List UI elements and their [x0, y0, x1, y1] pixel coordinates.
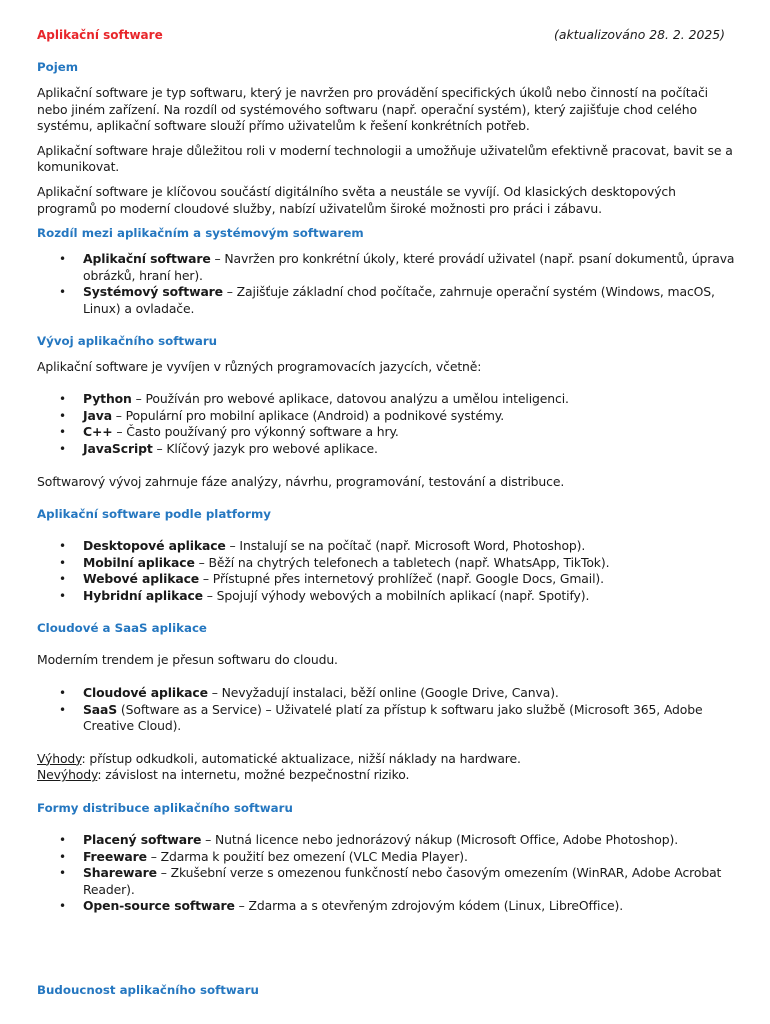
list-item-term: SaaS	[83, 701, 118, 717]
bullet-icon: •	[59, 555, 66, 570]
list-item-text: – Zkušební verze s omezenou funkčností nebo časovým omezením (WinRAR, Adobe Acrobat Reader).	[83, 865, 722, 897]
paragraph: Moderním trendem je přesun softwaru do cloudu.	[37, 652, 338, 668]
bullet-icon: •	[59, 849, 66, 864]
list-item-term: Hybridní aplikace	[83, 587, 203, 603]
bullet-icon: •	[59, 441, 66, 456]
list-item-text: – Zajišťuje základní chod počítače, zahrnuje operační systém (Windows, macOS, Linux) a ovladače.	[83, 284, 715, 316]
list-item	[37, 284, 737, 317]
bullet-icon: •	[59, 588, 66, 603]
list-item	[37, 424, 737, 441]
list-item	[37, 702, 737, 735]
list-item-term: Mobilní aplikace	[83, 554, 195, 570]
list-item-text: – Instalují se na počítač (např. Microsoft Word, Photoshop).	[225, 538, 586, 554]
list-item	[37, 555, 737, 572]
bullet-icon: •	[59, 392, 66, 407]
list-item	[37, 849, 737, 866]
section-heading-platformy: Aplikační software podle platformy	[37, 507, 271, 522]
bullet-icon: •	[59, 702, 66, 717]
section-heading-pojem: Pojem	[37, 60, 79, 74]
list-item-text: – Běží na chytrých telefonech a tabletech (např. WhatsApp, TikTok).	[194, 554, 610, 570]
list-vyvoj	[37, 391, 737, 457]
list-item	[37, 408, 737, 425]
paragraph: Aplikační software je klíčovou součástí digitálního světa a neustále se vyvíjí. Od klasických desktopových programů po moderní cloudové služby, nabízí uživatelům široké možnosti pro práci i zábavu.	[37, 183, 676, 216]
list-item-term: Python	[83, 391, 132, 407]
section-heading-rozdil: Rozdíl mezi aplikačním a systémovým softwarem	[37, 226, 364, 241]
list-item-term: Systémový software	[83, 284, 223, 300]
list-item-term: Java	[83, 407, 112, 423]
paragraph: Aplikační software hraje důležitou roli v moderní technologii a umožňuje uživatelům efektivně pracovat, bavit se a komunikovat.	[37, 142, 733, 175]
list-item-text: – Nevyžadují instalaci, běží online (Google Drive, Canva).	[207, 685, 559, 701]
paragraph: Aplikační software je vyvíjen v různých programovacích jazycích, včetně:	[37, 358, 482, 374]
section-heading-distribuce: Formy distribuce aplikačního softwaru	[37, 801, 293, 816]
pros-line	[37, 751, 737, 768]
list-item	[37, 251, 737, 284]
list-item-text: – Navržen pro konkrétní úkoly, které provádí uživatel (např. psaní dokumentů, úprava obrázků, hraní her).	[83, 251, 735, 283]
section-heading-vyvoj: Vývoj aplikačního softwaru	[37, 333, 218, 348]
bullet-icon: •	[59, 539, 66, 554]
paragraph: Softwarový vývoj zahrnuje fáze analýzy, návrhu, programování, testování a distribuce.	[37, 473, 565, 489]
bullet-icon: •	[59, 833, 66, 848]
list-item-term: Open-source software	[83, 898, 235, 914]
list-item	[37, 391, 737, 408]
pros-label: Výhody	[37, 750, 82, 766]
list-item-text: – Nutná licence nebo jednorázový nákup (Microsoft Office, Adobe Photoshop).	[201, 832, 679, 848]
list-item-text: – Používán pro webové aplikace, datovou analýzu a umělou inteligenci.	[131, 391, 569, 407]
list-item	[37, 685, 737, 702]
list-item	[37, 441, 737, 458]
bullet-icon: •	[59, 252, 66, 267]
section-heading-cloud: Cloudové a SaaS aplikace	[37, 621, 207, 636]
list-item-term: JavaScript	[83, 440, 153, 456]
list-cloud	[37, 685, 737, 735]
list-item	[37, 865, 737, 898]
bullet-icon: •	[59, 408, 66, 423]
bullet-icon: •	[59, 285, 66, 300]
document-title: Aplikační software	[37, 28, 163, 42]
document-page	[37, 27, 737, 998]
list-item-text: – Zdarma k použití bez omezení (VLC Media Player).	[146, 848, 468, 864]
bullet-icon: •	[59, 866, 66, 881]
list-item-text: – Často používaný pro výkonný software a hry.	[112, 424, 399, 440]
list-item	[37, 538, 737, 555]
list-item-text: – Klíčový jazyk pro webové aplikace.	[152, 440, 378, 456]
list-item-text: – Zdarma a s otevřeným zdrojovým kódem (Linux, LibreOffice).	[234, 898, 624, 914]
section-heading-budoucnost: Budoucnost aplikačního softwaru	[37, 983, 259, 997]
list-item	[37, 898, 737, 915]
pros-text: : přístup odkudkoli, automatické aktualizace, nižší náklady na hardware.	[81, 750, 521, 766]
bullet-icon: •	[59, 572, 66, 587]
list-distribuce	[37, 832, 737, 915]
list-rozdil	[37, 251, 737, 317]
bullet-icon: •	[59, 425, 66, 440]
list-item-term: Freeware	[83, 848, 147, 864]
list-item-text: (Software as a Service) – Uživatelé platí za přístup k softwaru jako službě (Microsoft 365, Adobe Creative Cloud).	[83, 701, 703, 734]
list-item-term: Aplikační software	[83, 251, 211, 267]
paragraph: Aplikační software je typ softwaru, který je navržen pro provádění specifických úkolů nebo činností na počítači nebo jiném zařízení. Na rozdíl od systémového softwaru (např. operační systém), který zajišťuje chod celého systému, aplikační software slouží přímo uživatelům k řešení konkrétních potřeb.	[37, 85, 708, 134]
bullet-icon: •	[59, 686, 66, 701]
list-item-term: Desktopové aplikace	[83, 538, 226, 554]
cons-line	[37, 767, 737, 784]
list-item-term: C++	[83, 424, 113, 440]
list-platformy	[37, 538, 737, 604]
list-item-text: – Populární pro mobilní aplikace (Android) a podnikové systémy.	[111, 407, 505, 423]
list-item-term: Webové aplikace	[83, 571, 200, 587]
list-item	[37, 571, 737, 588]
document-header	[37, 27, 737, 45]
update-date: (aktualizováno 28. 2. 2025)	[554, 27, 725, 42]
cons-label: Nevýhody	[37, 767, 98, 783]
list-item-text: – Přístupné přes internetový prohlížeč (např. Google Docs, Gmail).	[199, 571, 604, 587]
bullet-icon: •	[59, 899, 66, 914]
list-item-text: – Spojují výhody webových a mobilních aplikací (např. Spotify).	[202, 587, 590, 603]
list-item-term: Cloudové aplikace	[83, 685, 208, 701]
list-item-term: Shareware	[83, 865, 157, 881]
cons-text: : závislost na internetu, možné bezpečnostní riziko.	[97, 767, 410, 783]
list-item-term: Placený software	[83, 832, 202, 848]
list-item	[37, 588, 737, 605]
list-item	[37, 832, 737, 849]
